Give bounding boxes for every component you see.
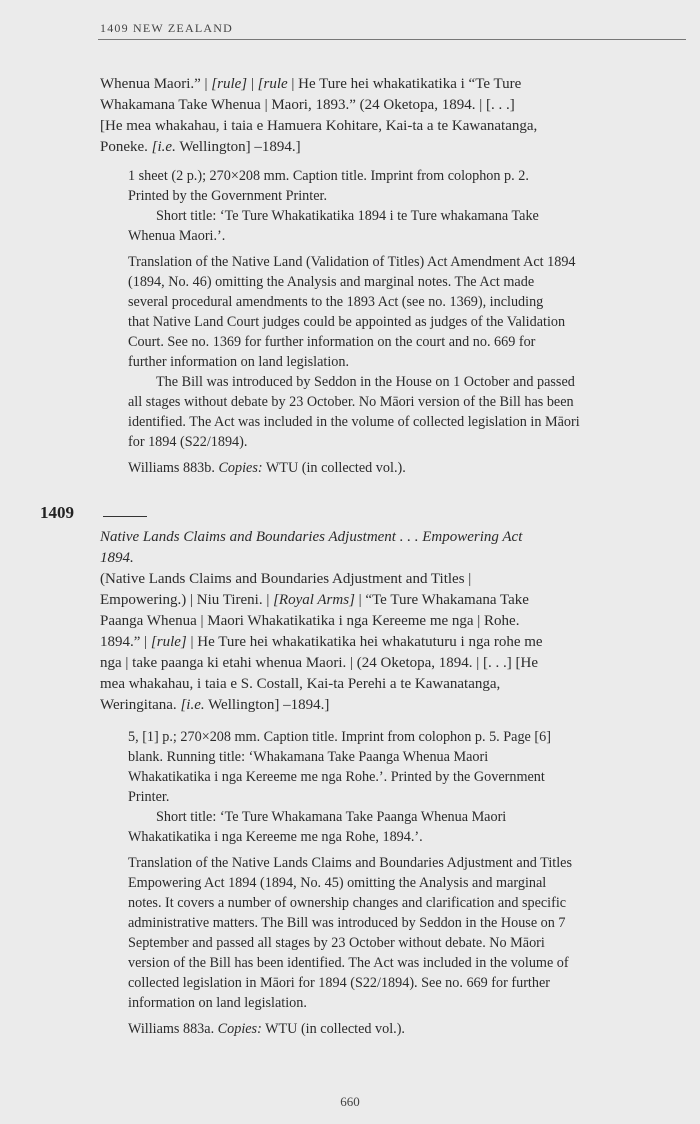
translation-line: September and passed all stages by 23 October without debate. No Māori xyxy=(128,935,545,951)
short-title-line: Whakatikatika i nga Kereeme me nga Rohe, 1894.’. xyxy=(128,829,423,845)
translation-line: notes. It covers a number of ownership changes and clarification and specific xyxy=(128,895,567,911)
translation-line: that Native Land Court judges could be appointed as judges of the Validation xyxy=(128,314,566,330)
copies-line xyxy=(128,1019,682,1039)
main-line: nga | take paanga ki etahi whenua Maori. | (24 Oketopa, 1894. | [. . .] [He xyxy=(100,655,539,671)
copies-ref: Williams 883b. xyxy=(128,460,215,476)
short-title-line: Short title: ‘Te Ture Whakamana Take Paanga Whenua Maori xyxy=(156,809,507,825)
entry-top-main xyxy=(100,74,660,158)
bill-line: The Bill was introduced by Seddon in the House on 1 October and passed xyxy=(156,374,575,390)
translation-line: Translation of the Native Lands Claims and Boundaries Adjustment and Titles xyxy=(128,855,572,871)
copies-line xyxy=(128,458,682,478)
bill-line: identified. The Act was included in the volume of collected legislation in Māori xyxy=(128,414,580,430)
physical-line: Printed by the Government Printer. xyxy=(128,188,327,204)
bill-line: for 1894 (S22/1894). xyxy=(128,434,248,450)
physical-line: blank. Running title: ‘Whakamana Take Paanga Whenua Maori xyxy=(128,749,489,765)
running-head: 1409 NEW ZEALAND xyxy=(100,21,233,35)
entry-dash xyxy=(103,516,147,517)
page-number: 660 xyxy=(340,1094,360,1109)
main-line: Whenua Maori.” | [rule] | [rule | He Ture hei whakatikatika i “Te Ture xyxy=(100,76,522,92)
entry-1409-notes xyxy=(128,727,682,1039)
entry-number: 1409 xyxy=(40,503,74,522)
main-line: (Native Lands Claims and Boundaries Adjustment and Titles | xyxy=(100,571,472,587)
main-line: mea whakahau, i taia e S. Costall, Kai-ta Perehi a te Kawanatanga, xyxy=(100,676,501,692)
title-line: Native Lands Claims and Boundaries Adjustment . . . Empowering Act xyxy=(100,529,523,545)
main-line: Poneke. [i.e. Wellington] –1894.] xyxy=(100,139,301,155)
title-line: 1894. xyxy=(100,550,134,566)
copies-label: Copies: xyxy=(217,1021,262,1037)
translation-line: Court. See no. 1369 for further information on the court and no. 669 for xyxy=(128,334,536,350)
copies-value: WTU (in collected vol.). xyxy=(265,1021,405,1037)
physical-line: 5, [1] p.; 270×208 mm. Caption title. Imprint from colophon p. 5. Page [6] xyxy=(128,729,551,745)
physical-line: Printer. xyxy=(128,789,170,805)
translation-line: information on land legislation. xyxy=(128,995,307,1011)
header-rule xyxy=(98,39,686,40)
translation-line: Empowering Act 1894 (1894, No. 45) omitting the Analysis and marginal xyxy=(128,875,547,891)
copies-ref: Williams 883a. xyxy=(128,1021,215,1037)
translation-line: several procedural amendments to the 1893 Act (see no. 1369), including xyxy=(128,294,544,310)
translation-line: (1894, No. 46) omitting the Analysis and marginal notes. The Act made xyxy=(128,274,535,290)
short-title-line: Short title: ‘Te Ture Whakatikatika 1894 i te Ture whakamana Take xyxy=(156,208,539,224)
translation-line: collected legislation in Māori for 1894 (S22/1894). See no. 669 for further xyxy=(128,975,550,991)
main-line: Empowering.) | Niu Tireni. | [Royal Arms] | “Te Ture Whakamana Take xyxy=(100,592,529,608)
physical-line: 1 sheet (2 p.); 270×208 mm. Caption title. Imprint from colophon p. 2. xyxy=(128,168,529,184)
main-line: Paanga Whenua | Maori Whakatikatika i nga Kereeme me nga | Rohe. xyxy=(100,613,520,629)
copies-value: WTU (in collected vol.). xyxy=(265,460,406,476)
translation-line: further information on land legislation. xyxy=(128,354,350,370)
entry-1409-main xyxy=(100,527,660,716)
bill-line: all stages without debate by 23 October. No Māori version of the Bill has been xyxy=(128,394,574,410)
main-line: Weringitana. [i.e. Wellington] –1894.] xyxy=(100,697,330,713)
main-line: 1894.” | [rule] | He Ture hei whakatikatika hei whakatuturu i nga rohe me xyxy=(100,634,543,650)
entry-top-notes xyxy=(128,166,682,478)
main-line: [He mea whakahau, i taia e Hamuera Kohitare, Kai-ta a te Kawanatanga, xyxy=(100,118,538,134)
copies-label: Copies: xyxy=(218,460,263,476)
translation-line: version of the Bill has been identified. The Act was included in the volume of xyxy=(128,955,569,971)
short-title-line: Whenua Maori.’. xyxy=(128,228,226,244)
physical-line: Whakatikatika i nga Kereeme me nga Rohe.’. Printed by the Government xyxy=(128,769,545,785)
translation-line: administrative matters. The Bill was introduced by Seddon in the House on 7 xyxy=(128,915,566,931)
main-line: Whakamana Take Whenua | Maori, 1893.” (24 Oketopa, 1894. | [. . .] xyxy=(100,97,515,113)
translation-line: Translation of the Native Land (Validation of Titles) Act Amendment Act 1894 xyxy=(128,254,576,270)
